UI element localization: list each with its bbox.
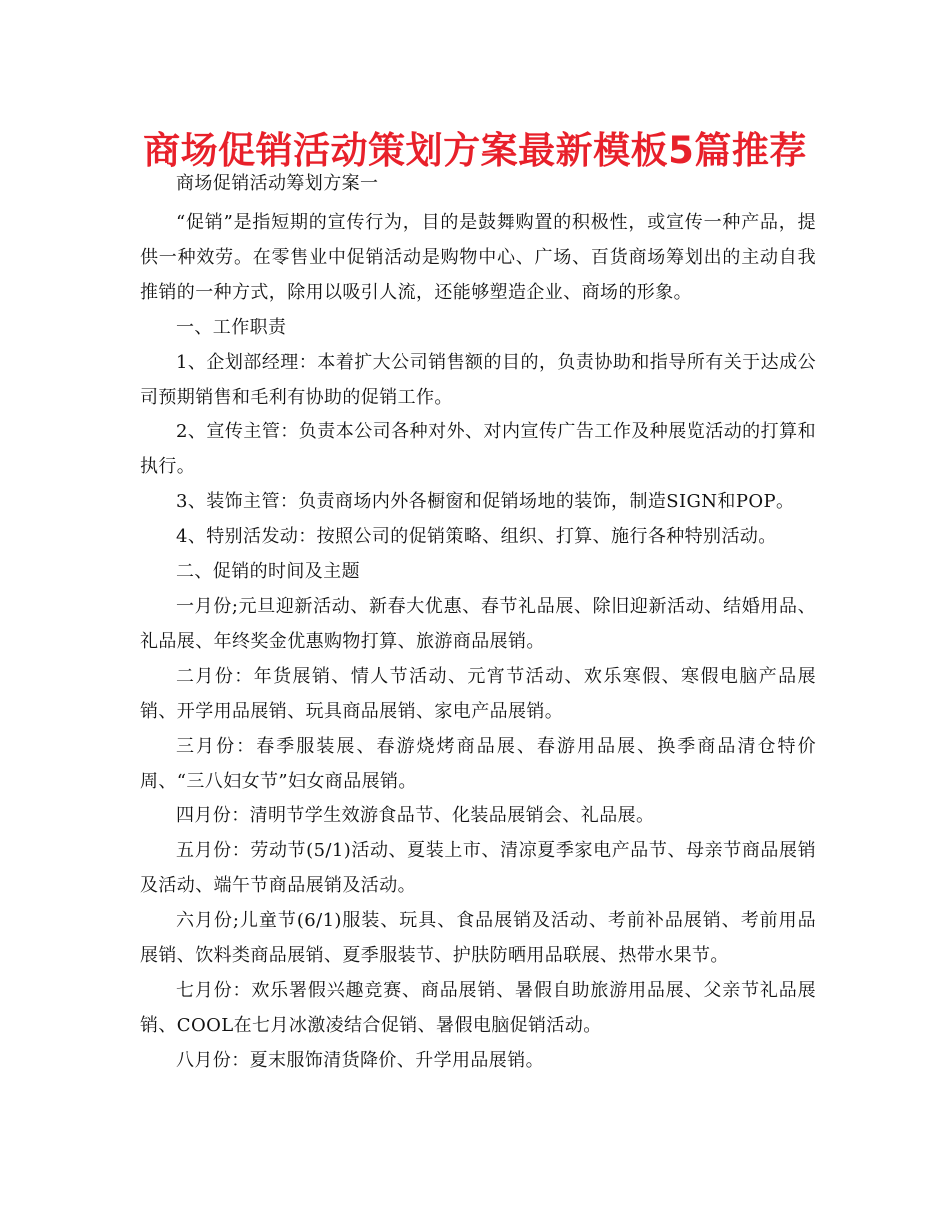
intro-paragraph: “促销”是指短期的宣传行为，目的是鼓舞购置的积极性，或宣传一种产品，提供一种效劳。在零售业中促销活动是购物中心、广场、百货商场筹划出的主动自我推销的一种方式，除用以吸引人流，还能够塑造企业、商场的形象。 — [140, 212, 816, 303]
document-body — [140, 171, 816, 1079]
month-item: 八月份：夏末服饰清货降价、升学用品展销。 — [176, 1049, 544, 1071]
month-item: 七月份：欢乐署假兴趣竞赛、商品展销、暑假自助旅游用品展、父亲节礼品展销、COOL在七月冰激凌结合促销、暑假电脑促销活动。 — [140, 979, 816, 1036]
month-item: 五月份：劳动节(5/1)活动、夏装上市、清凉夏季家电产品节、母亲节商品展销及活动、端午节商品展销及活动。 — [140, 840, 816, 897]
duty-item: 3、装饰主管：负责商场内外各橱窗和促销场地的装饰，制造SIGN和POP。 — [176, 491, 795, 513]
duty-item: 1、企划部经理：本着扩大公司销售额的目的，负责协助和指导所有关于达成公司预期销售和毛利有协助的促销工作。 — [140, 351, 816, 408]
heading-promotion-schedule: 二、促销的时间及主题 — [176, 561, 360, 583]
month-item: 一月份;元旦迎新活动、新春大优惠、春节礼品展、除旧迎新活动、结婚用品、礼品展、年终奖金优惠购物打算、旅游商品展销。 — [140, 595, 816, 652]
heading-work-duties: 一、工作职责 — [176, 316, 287, 338]
document-title: 商场促销活动策划方案最新模板5篇推荐 — [143, 129, 807, 172]
section-heading: 商场促销活动筹划方案一 — [176, 173, 379, 194]
duty-item: 4、特别活发动：按照公司的促销策略、组织、打算、施行各种特别活动。 — [176, 526, 777, 548]
month-item: 二月份：年货展销、情人节活动、元宵节活动、欢乐寒假、寒假电脑产品展销、开学用品展销、玩具商品展销、家电产品展销。 — [140, 665, 816, 722]
duty-item: 2、宣传主管：负责本公司各种对外、对内宣传广告工作及种展览活动的打算和执行。 — [140, 421, 816, 478]
month-item: 六月份;儿童节(6/1)服装、玩具、食品展销及活动、考前补品展销、考前用品展销、饮料类商品展销、夏季服装节、护肤防晒用品联展、热带水果节。 — [140, 910, 816, 967]
month-item: 四月份：清明节学生效游食品节、化装品展销会、礼品展。 — [176, 805, 655, 827]
month-item: 三月份：春季服装展、春游烧烤商品展、春游用品展、换季商品清仓特价周、“三八妇女节”妇女商品展销。 — [140, 735, 816, 792]
